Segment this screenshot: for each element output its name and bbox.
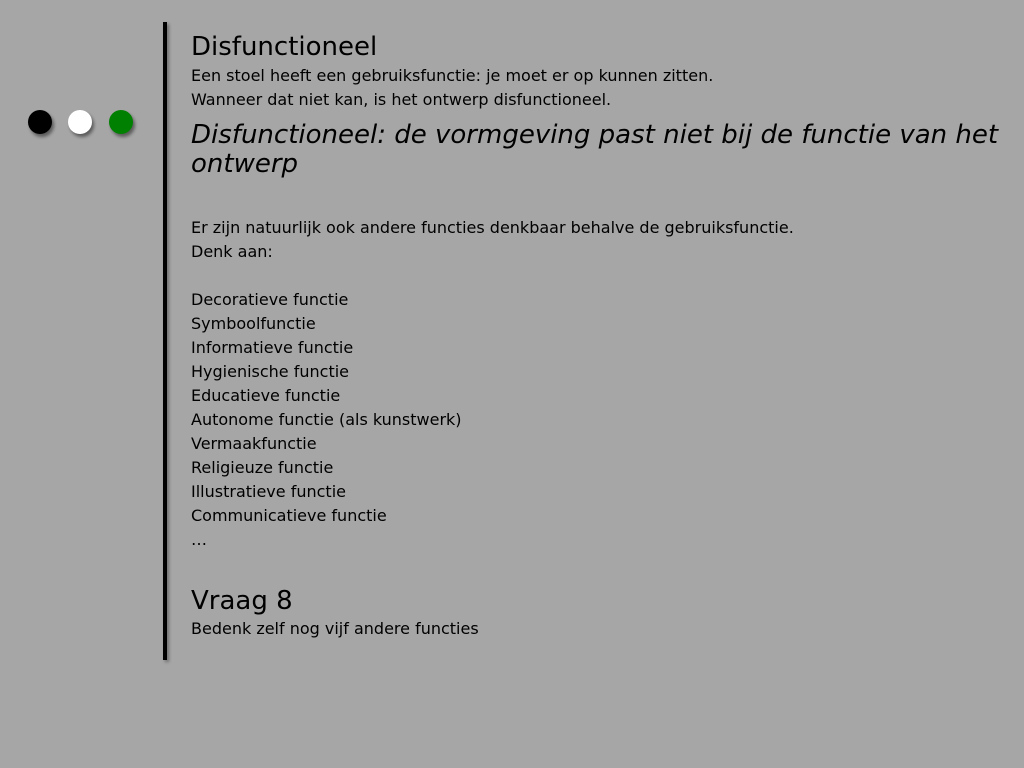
list-item: Decoratieve functie	[191, 290, 349, 309]
definition-heading: Disfunctioneel: de vormgeving past niet bij de functie van het ontwerp	[191, 120, 999, 179]
intro-line-1: Een stoel heeft een gebruiksfunctie: je moet er op kunnen zitten.	[191, 66, 714, 85]
list-item: Symboolfunctie	[191, 314, 316, 333]
intro-line-2: Wanneer dat niet kan, is het ontwerp disfunctioneel.	[191, 90, 612, 109]
list-item: Hygienische functie	[191, 362, 350, 381]
vertical-divider-bar	[163, 22, 167, 660]
list-item: Educatieve functie	[191, 386, 341, 405]
other-functions-line-2: Denk aan:	[191, 242, 273, 261]
question-title: Vraag 8	[191, 586, 293, 616]
list-item: …	[191, 530, 207, 549]
question-text: Bedenk zelf nog vijf andere functies	[191, 619, 479, 638]
black-dot	[28, 110, 52, 134]
white-dot	[68, 110, 92, 134]
other-functions-line-1: Er zijn natuurlijk ook andere functies denkbaar behalve de gebruiksfunctie.	[191, 218, 794, 237]
list-item: Autonome functie (als kunstwerk)	[191, 410, 462, 429]
list-item: Vermaakfunctie	[191, 434, 317, 453]
slide-content	[191, 30, 1006, 641]
list-item: Illustratieve functie	[191, 482, 346, 501]
slide-title: Disfunctioneel	[191, 32, 378, 62]
list-item: Informatieve functie	[191, 338, 354, 357]
green-dot	[109, 110, 133, 134]
list-item: Communicatieve functie	[191, 506, 387, 525]
functions-list	[191, 288, 1006, 552]
list-item: Religieuze functie	[191, 458, 334, 477]
